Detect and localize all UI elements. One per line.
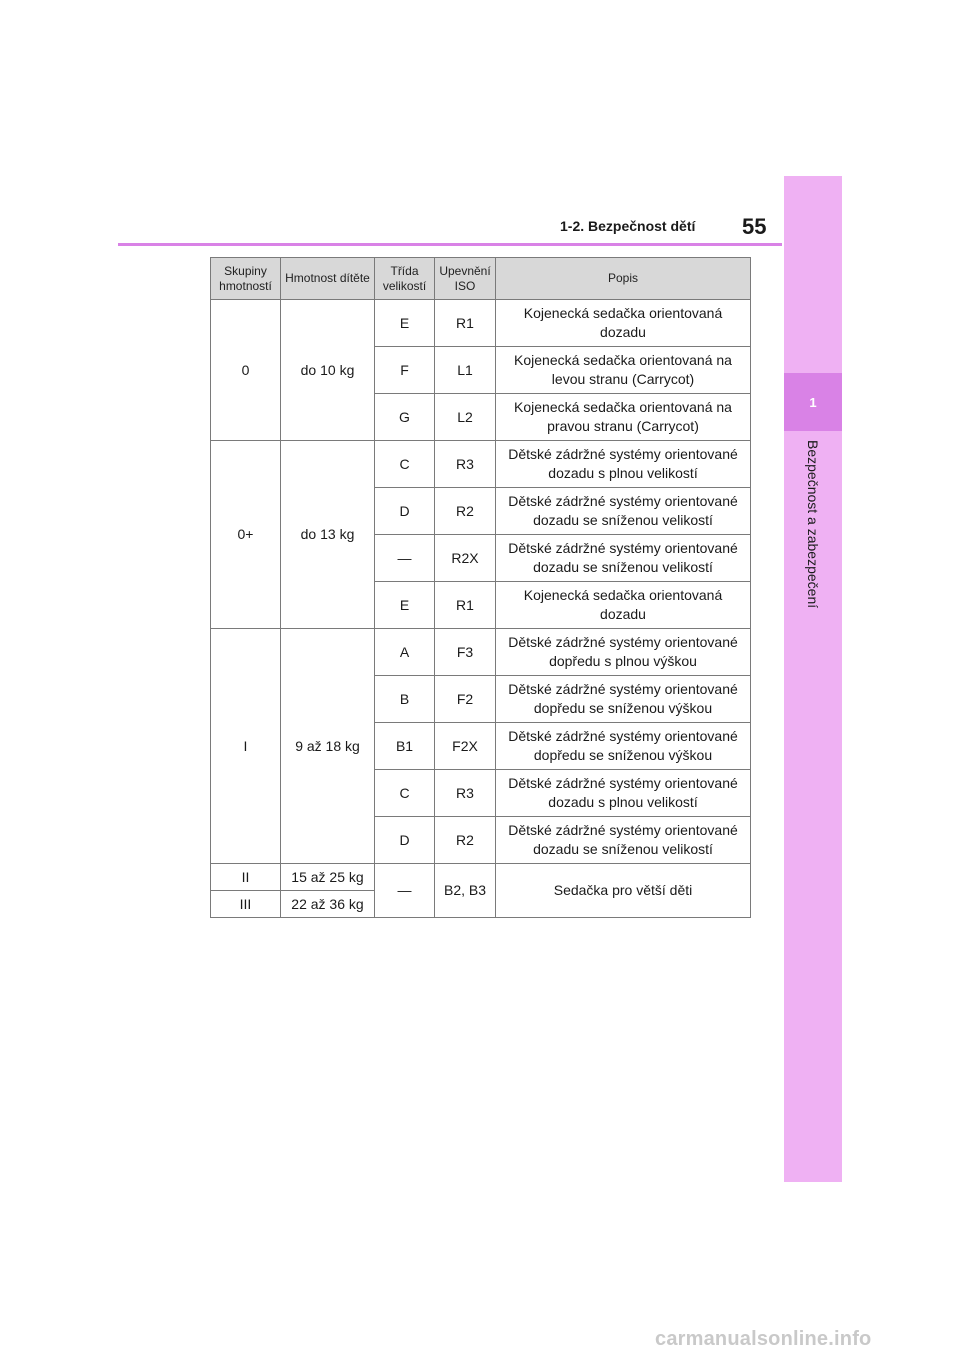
- iso-fixture-cell: R1: [435, 300, 496, 347]
- header-weight-group: Skupiny hmotností: [211, 258, 281, 300]
- chapter-title: Bezpečnost a zabezpečení: [805, 440, 821, 609]
- description-cell: Kojenecká sedačka orientovaná na levou stranu (Carrycot): [496, 347, 751, 394]
- table-row: [211, 864, 751, 891]
- description-cell: Kojenecká sedačka orientovaná na pravou stranu (Carrycot): [496, 394, 751, 441]
- size-class-cell: G: [375, 394, 435, 441]
- table-header-row: [211, 258, 751, 300]
- size-class-cell: B1: [375, 723, 435, 770]
- iso-fixture-cell: F3: [435, 629, 496, 676]
- description-cell: Sedačka pro větší děti: [496, 864, 751, 918]
- weight-group-cell: III: [211, 891, 281, 918]
- size-class-cell: B: [375, 676, 435, 723]
- size-class-cell: D: [375, 488, 435, 535]
- child-seat-table: [210, 257, 751, 918]
- size-class-cell: E: [375, 300, 435, 347]
- weight-group-cell: II: [211, 864, 281, 891]
- header-description: Popis: [496, 258, 751, 300]
- chapter-number-badge: [784, 373, 842, 431]
- header-divider: [118, 243, 782, 246]
- table-row: [211, 441, 751, 488]
- size-class-cell: D: [375, 817, 435, 864]
- size-class-cell: A: [375, 629, 435, 676]
- description-cell: Kojenecká sedačka orientovaná dozadu: [496, 582, 751, 629]
- iso-fixture-cell: F2X: [435, 723, 496, 770]
- child-weight-cell: 22 až 36 kg: [281, 891, 375, 918]
- size-class-cell: —: [375, 535, 435, 582]
- weight-group-cell: 0: [211, 300, 281, 441]
- iso-fixture-cell: R2: [435, 488, 496, 535]
- child-weight-cell: 15 až 25 kg: [281, 864, 375, 891]
- size-class-cell: E: [375, 582, 435, 629]
- iso-fixture-cell: L2: [435, 394, 496, 441]
- iso-fixture-cell: R2: [435, 817, 496, 864]
- weight-group-cell: 0+: [211, 441, 281, 629]
- description-cell: Dětské zádržné systémy orientované dopředu se sníženou výškou: [496, 723, 751, 770]
- size-class-cell: F: [375, 347, 435, 394]
- description-cell: Dětské zádržné systémy orientované dopředu s plnou výškou: [496, 629, 751, 676]
- header-iso-fixture: Upevnění ISO: [435, 258, 496, 300]
- iso-fixture-cell: R3: [435, 770, 496, 817]
- child-weight-cell: do 10 kg: [281, 300, 375, 441]
- description-cell: Dětské zádržné systémy orientované dopředu se sníženou výškou: [496, 676, 751, 723]
- watermark: carmanualsonline.info: [655, 1328, 872, 1350]
- chapter-side-tab: [784, 176, 842, 1182]
- iso-fixture-cell: F2: [435, 676, 496, 723]
- description-cell: Dětské zádržné systémy orientované dozadu se sníženou velikostí: [496, 817, 751, 864]
- size-class-cell: —: [375, 864, 435, 918]
- iso-fixture-cell: L1: [435, 347, 496, 394]
- description-cell: Dětské zádržné systémy orientované dozadu s plnou velikostí: [496, 441, 751, 488]
- iso-fixture-cell: B2, B3: [435, 864, 496, 918]
- header-child-weight: Hmotnost dítěte: [281, 258, 375, 300]
- child-weight-cell: do 13 kg: [281, 441, 375, 629]
- chapter-number: 1: [809, 394, 817, 410]
- size-class-cell: C: [375, 441, 435, 488]
- description-cell: Dětské zádržné systémy orientované dozadu se sníženou velikostí: [496, 488, 751, 535]
- child-weight-cell: 9 až 18 kg: [281, 629, 375, 864]
- page-number: 55: [742, 214, 767, 239]
- description-cell: Kojenecká sedačka orientovaná dozadu: [496, 300, 751, 347]
- table-row: [211, 629, 751, 676]
- description-cell: Dětské zádržné systémy orientované dozadu s plnou velikostí: [496, 770, 751, 817]
- iso-fixture-cell: R3: [435, 441, 496, 488]
- description-cell: Dětské zádržné systémy orientované dozadu se sníženou velikostí: [496, 535, 751, 582]
- section-title: 1-2. Bezpečnost dětí: [560, 218, 696, 234]
- weight-group-cell: I: [211, 629, 281, 864]
- size-class-cell: C: [375, 770, 435, 817]
- iso-fixture-cell: R2X: [435, 535, 496, 582]
- table-row: [211, 300, 751, 347]
- header-size-class: Třída velikostí: [375, 258, 435, 300]
- iso-fixture-cell: R1: [435, 582, 496, 629]
